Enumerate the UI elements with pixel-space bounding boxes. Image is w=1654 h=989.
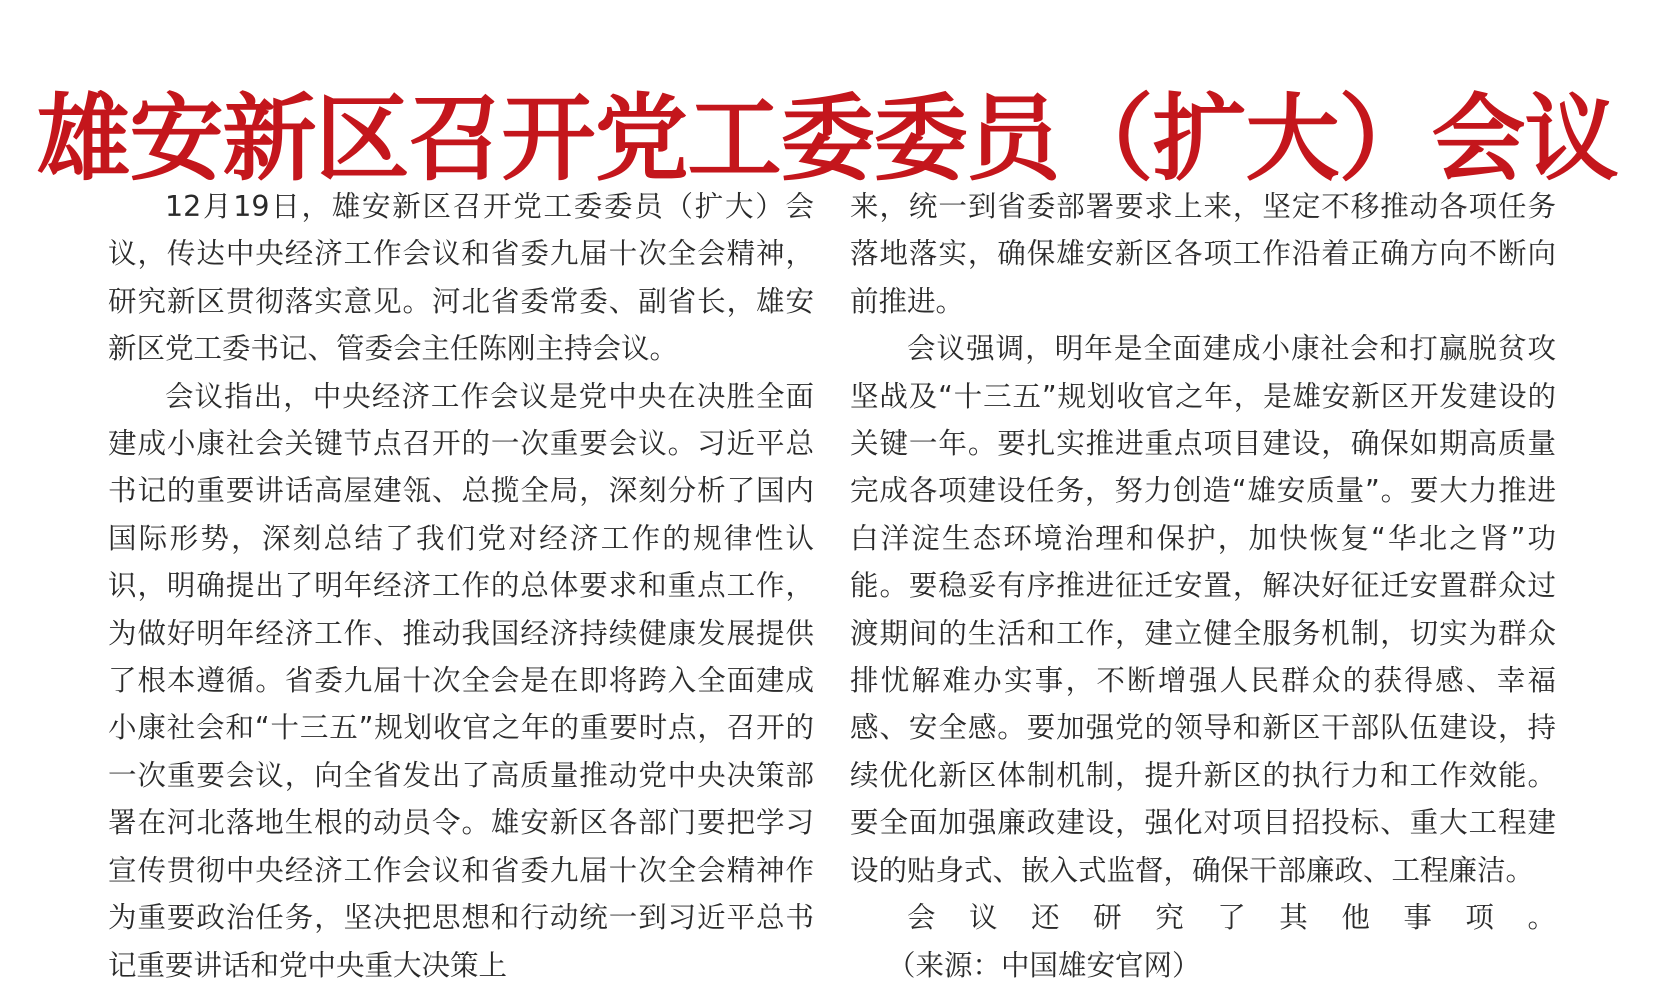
article-headline: 雄安新区召开党工委委员（扩大）会议: [36, 83, 1618, 194]
other-matters-text: 会议还研究了其他事项。: [907, 901, 1556, 935]
article-column-left: [108, 183, 814, 989]
paragraph-meeting-emphasis: 会议强调，明年是全面建成小康社会和打赢脱贫攻坚战及“十三五”规划收官之年，是雄安新区开发建设的关键一年。要扎实推进重点项目建设，确保如期高质量完成各项建设任务，努力创造“雄安质量”。要大力推进白洋淀生态环境治理和保护，加快恢复“华北之肾”功能。要稳妥有序推进征迁安置，解决好征迁安置群众过渡期间的生活和工作，建立健全服务机制，切实为群众排忧解难办实事，不断增强人民群众的获得感、幸福感、安全感。要加强党的领导和新区干部队伍建设，持续优化新区体制机制，提升新区的执行力和工作效能。要全面加强廉政建设，强化对项目招投标、重大工程建设的贴身式、嵌入式监督，确保干部廉政、工程廉洁。: [850, 332, 1556, 887]
paragraph-other-matters: [850, 894, 1556, 989]
article-source: （来源：中国雄安官网）: [887, 948, 1201, 982]
paragraph-meeting-points: 会议指出，中央经济工作会议是党中央在决胜全面建成小康社会关键节点召开的一次重要会议。习近平总书记的重要讲话高屋建瓴、总揽全局，深刻分析了国内国际形势，深刻总结了我们党对经济工作的规律性认识，明确提出了明年经济工作的总体要求和重点工作，为做好明年经济工作、推动我国经济持续健康发展提供了根本遵循。省委九届十次全会是在即将跨入全面建成小康社会和“十三五”规划收官之年的重要时点，召开的一次重要会议，向全省发出了高质量推动党中央决策部署在河北落地生根的动员令。雄安新区各部门要把学习宣传贯彻中央经济工作会议和省委九届十次全会精神作为重要政治任务，坚决把思想和行动统一到习近平总书记重要讲话和党中央重大决策上: [108, 379, 814, 982]
paragraph-meeting-points-continued: 来，统一到省委部署要求上来，坚定不移推动各项任务落地落实，确保雄安新区各项工作沿着正确方向不断向前推进。: [850, 190, 1556, 318]
article-column-right: [850, 183, 1556, 989]
paragraph-date-intro: 12月19日，雄安新区召开党工委委员（扩大）会议，传达中央经济工作会议和省委九届十次全会精神，研究新区贯彻落实意见。河北省委常委、副省长，雄安新区党工委书记、管委会主任陈刚主持会议。: [108, 190, 814, 366]
